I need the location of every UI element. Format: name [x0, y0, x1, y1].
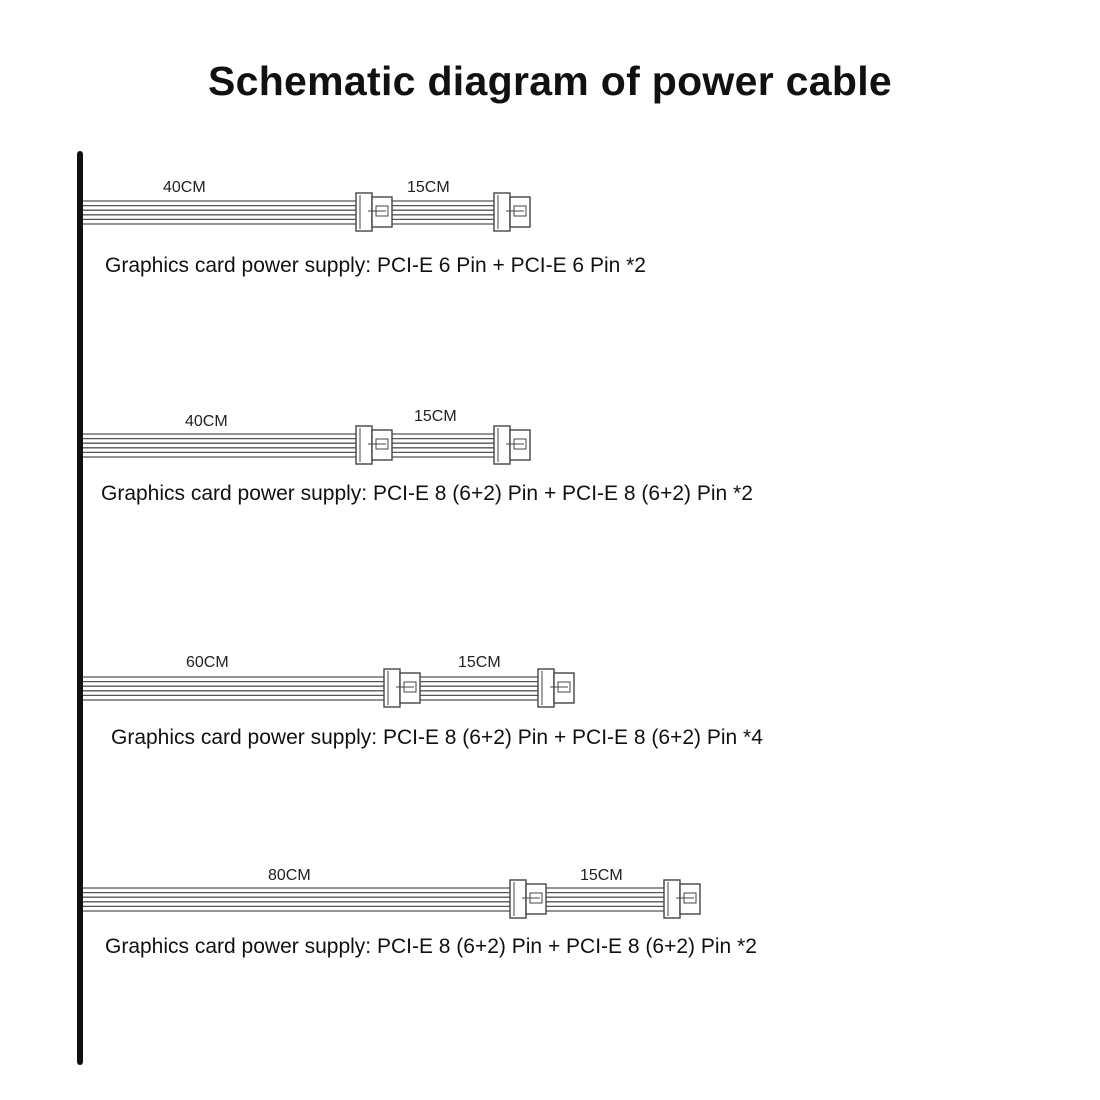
cable-1-main-length-label: 40CM — [163, 179, 206, 196]
cable-4-extension-length-label: 15CM — [580, 867, 623, 884]
cable-3-main-length-label: 60CM — [186, 654, 229, 671]
cable-2-main-length-label: 40CM — [185, 413, 228, 430]
cable-4-main-length-label: 80CM — [268, 867, 311, 884]
cable-4-caption: Graphics card power supply: PCI-E 8 (6+2) Pin + PCI-E 8 (6+2) Pin *2 — [105, 935, 757, 958]
cable-2-extension-length-label: 15CM — [414, 408, 457, 425]
page-title: Schematic diagram of power cable — [207, 58, 893, 104]
cable-1-caption: Graphics card power supply: PCI-E 6 Pin + PCI-E 6 Pin *2 — [105, 254, 646, 277]
connector-1 — [510, 880, 546, 918]
cable-2-caption: Graphics card power supply: PCI-E 8 (6+2) Pin + PCI-E 8 (6+2) Pin *2 — [101, 482, 753, 505]
wire-bundle — [546, 888, 664, 911]
cable-3-extension-length-label: 15CM — [458, 654, 501, 671]
cable-1-extension-length-label: 15CM — [407, 179, 450, 196]
cable-3-caption: Graphics card power supply: PCI-E 8 (6+2) Pin + PCI-E 8 (6+2) Pin *4 — [111, 726, 763, 749]
wire-bundle — [83, 888, 510, 911]
connector-2 — [664, 880, 700, 918]
